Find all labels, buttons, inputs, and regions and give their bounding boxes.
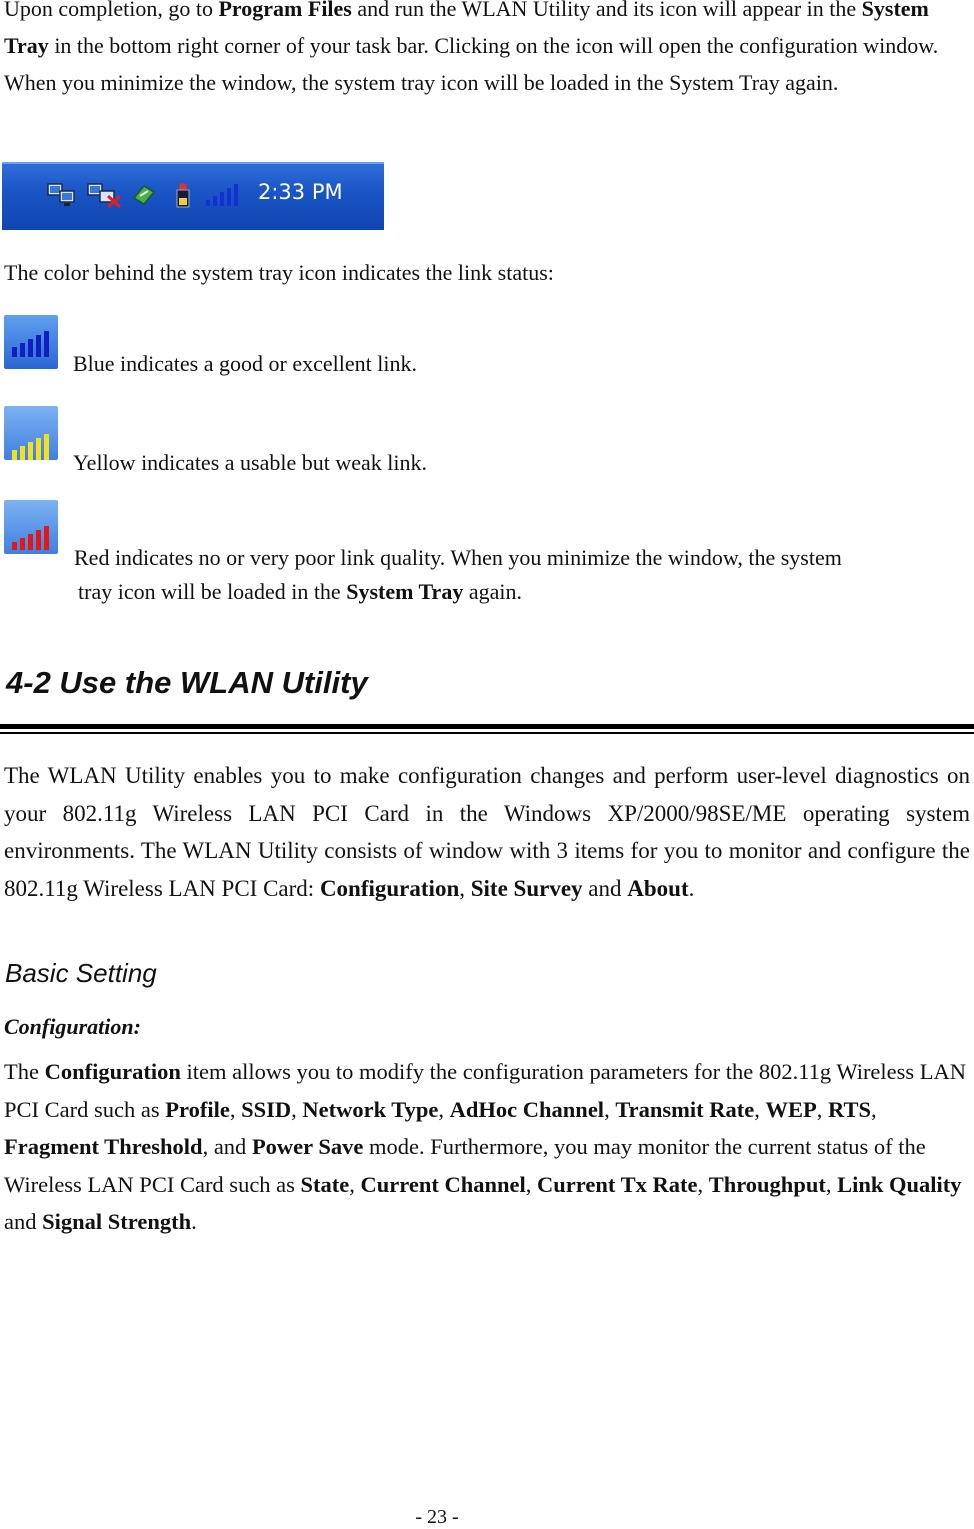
intro-text-2: and run the WLAN Utility and its icon will appear in the [351,0,862,21]
system-tray-screenshot [2,162,384,230]
section-heading [6,665,368,701]
tray-clock: 2:33 PM [258,180,343,204]
network-disconnected-icon [86,182,122,208]
blue-signal-icon [4,315,58,369]
intro-text-3: in the bottom right corner of your task bar. Clicking on the icon will open the configuration window. When you minimize the window, the system tray icon will be loaded in the System Tray again. [4,33,939,95]
wlan-signal-icon [204,182,240,208]
intro-text-1: Upon completion, go to [4,0,219,21]
site-survey-term: Site Survey [470,875,583,901]
legend-red-text-cont: tray icon will be loaded in the System Tray again. [78,579,522,604]
legend-blue-text: Blue indicates a good or excellent link. [73,351,417,376]
safely-remove-hardware-icon [130,182,158,208]
section-divider [0,724,974,729]
wlan-utility-paragraph: The WLAN Utility enables you to make configuration changes and perform user-level diagnostics on your 802.11g Wireless LAN PCI Card in the Windows XP/2000/98SE/ME operating system environments. The WLAN Utility consists of window with 3 items for you to monitor and configure the 802.11g Wireless LAN PCI Card: Configuration, Site Survey and About. [4,763,970,901]
network-connection-icon [46,182,80,208]
section-title: 4-2 Use the WLAN Utility [6,665,368,700]
page-number: - 23 - [415,1506,459,1528]
section-divider-thin [0,732,974,734]
yellow-signal-icon [4,406,58,460]
about-term: About [627,875,689,901]
program-files-term: Program Files [218,0,352,21]
battery-icon [172,182,194,208]
system-tray-term-2: System Tray [346,579,464,604]
red-signal-icon [4,500,58,554]
configuration-heading: Configuration: [4,1014,141,1039]
configuration-paragraph: The Configuration item allows you to modify the configuration parameters for the 802.11g Wireless LAN PCI Card such as Profile, SSID, Network Type, AdHoc Channel, Transmit Rate, WEP, RTS, Fragment Threshold, and Power Save mode. Furthermore, you may monitor the current status of the Wireless LAN PCI Card such as State, Current Channel, Current Tx Rate, Throughput, Link Quality and Signal Strength. [4,1059,967,1234]
legend-intro: The color behind the system tray icon indicates the link status: [4,260,554,285]
legend-red-text: Red indicates no or very poor link quality. When you minimize the window, the system [74,545,842,570]
system-tray-term: System Tray [4,0,929,58]
basic-setting-heading: Basic Setting [5,958,157,988]
legend-yellow-text: Yellow indicates a usable but weak link. [73,450,427,475]
configuration-term: Configuration [319,875,460,901]
intro-paragraph [4,0,970,101]
